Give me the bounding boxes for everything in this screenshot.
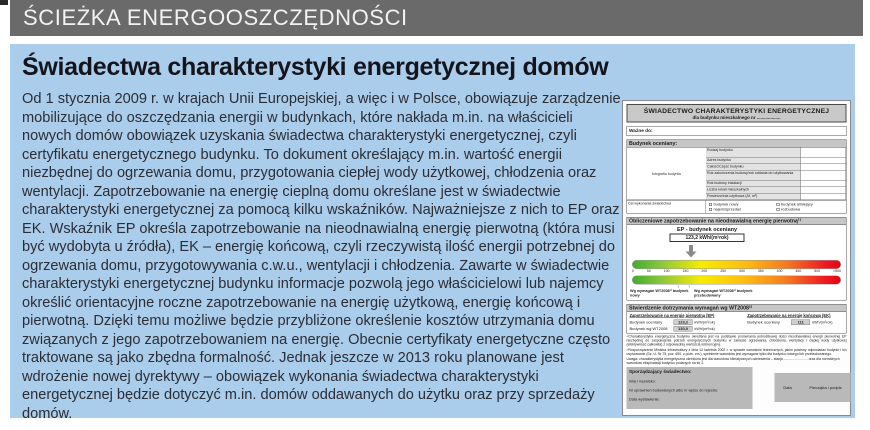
compliance-ep-column [630, 314, 748, 332]
footnote: ²⁾Rozporządzenie Ministra Infrastruktury z dnia 12 kwietnia 2002 r. w sprawie warunków technicznych, jakim powinny odpowiadać budynki i ich usytuowanie (Dz. U. Nr 75, poz. 690, z późn. zm.), spełnienie warunków jest wymagane tylko dla budynku nowego lub przebudowanego. [626, 348, 847, 357]
purpose-options [706, 201, 846, 214]
table-row: Budynek oceniany 123,2 kWh/(m²rok) [629, 320, 715, 325]
building-table [627, 147, 847, 201]
article-panel [10, 44, 855, 422]
article-title: Świadectwa charakterystyki energetycznej domów [22, 53, 609, 81]
wt2008-new-building-label: Wg wymagań WT2008¹⁾ budynek nowy [630, 288, 689, 298]
energy-scale-ticks: 0 50 100 150 200 250 300 350 400 450 500 >500 [632, 269, 841, 273]
issuer-date-label: Data wystawienia: [629, 397, 660, 402]
ek-assessed-value: 111 [791, 320, 810, 326]
energy-scale-bar [632, 260, 841, 269]
table-row-label: Powierzchnia użytkowa (Af, m²) [706, 194, 801, 201]
issuer-header: Sporządzający świadectwo: [629, 369, 692, 375]
stamp-label: Pieczątka i podpis [809, 385, 842, 390]
building-photo-placeholder: fotografia budynku [627, 148, 706, 201]
table-row-label: Rok budowy instalacji [706, 181, 801, 188]
date-label: Data [783, 385, 792, 390]
ep-reference-value: 130,0 [674, 326, 693, 332]
purpose-option: rozbudowa [777, 207, 844, 212]
certificate-titlebox [627, 104, 847, 123]
issuer-license-label: Nr uprawnień budowlanych albo nr wpisu do rejestru: [629, 388, 719, 393]
valid-until-field: Ważne do: [627, 126, 847, 136]
issuer-box [627, 367, 753, 409]
wt2008-rebuilt-building-label: Wg wymagań WT2008¹⁾ budynek przebudowany [694, 288, 753, 298]
checkbox-icon [709, 203, 712, 206]
table-row-label: Rok zakończenia budowy/rok oddania do użytkowania [706, 171, 801, 181]
ep-chart-value: 123,2 kWh/(m²rok) [670, 234, 745, 243]
purpose-option: budynek istniejący [777, 202, 844, 207]
section-header-bar [10, 0, 863, 36]
compliance-table [627, 312, 847, 334]
issuer-section [627, 367, 847, 411]
table-row-label: Liczba lokali mieszkalnych [706, 187, 801, 194]
table-row: Budynek oceniany 111 kWh/(m²rok) [747, 320, 833, 325]
table-row-value [801, 194, 846, 201]
up-arrow-icon: ↑ [688, 284, 691, 289]
ep-scale-chart [627, 225, 847, 301]
table-row-label: Całość/Część budynku [706, 164, 801, 171]
climate-note: Uwaga: charakterystyka energetyczna określona jest dla warunków klimatycznych odniesienia – stacja ......................... oraz dla normalnych warunków eksploatacji budynku podanych na str 2. [626, 357, 840, 366]
purpose-row [627, 201, 847, 214]
purpose-label: Cel wykonania świadectwa [627, 201, 706, 214]
table-row-label: Adres budynku [706, 158, 801, 165]
ep-assessed-value: 123,2 [674, 320, 693, 326]
ep-marker-arrow-icon [686, 252, 697, 258]
ep-section-header: Obliczeniowe zapotrzebowanie na nieodnawialną energię pierwotną¹⁾ [627, 217, 847, 225]
ep-column-header: Zapotrzebowanie na energię pierwotną (EP) [629, 313, 715, 318]
table-row-value [801, 148, 846, 158]
purpose-option: najem/sprzedaż [709, 207, 776, 212]
compliance-ek-column [747, 314, 843, 332]
article-body: Od 1 stycznia 2009 r. w krajach Unii Europejskiej, a więc i w Polsce, obowiązuje zarządzenie mobilizujące do oszczędzania energii w budynkach, które nakłada m.in. na właścicieli nowych domów obowiązek uzyskania świadectwa charakterystyki energetycznej, czyli certyfikatu energetycznego budynku. To dokument określający m.in. wartość energii niezbędnej do ogrzewania domu, przygotowania ciepłej wody użytkowej, chłodzenia oraz wentylacji. Zapotrzebowanie na energię cieplną domu określane jest w świadectwie charakterystyki energetycznej za pomocą kilku wskaźników. Najważniejsze z nich to EP oraz EK. Wskaźnik EP określa zapotrzebowanie na nieodnawialną energię pierwotną (która musi być wydobyta u źródła), EK – energię końcową, czyli rzeczywistą ilość energii potrzebnej do ogrzewania domu, przygotowywania c.w.u., wentylacji i chłodzenia. Zawarte w świadectwie charakterystyki energetycznej budynku informacje pozwolą jego właścicielowi lub najemcy określić orientacyjne roczne zapotrzebowanie na energię użytkową, energię końcową i pierwotną. Dzięki temu możliwe będzie przybliżone określenie kosztów utrzymania domu związanych z jego zapotrzebowaniem na energię. Obecnie certyfikaty energetyczne często traktowane są jako zbędna formalność. Jednak jeszcze w 2013 roku planowane jest wdrożenie nowej dyrektywy – obowiązek wykonania świadectwa charakterystyki energetycznej będzie dotyczyć m.in. domów oddawanych do użytku oraz przy sprzedaży domów. [22, 91, 621, 422]
checkbox-icon [777, 208, 780, 211]
table-row-label: Rodzaj budynku [706, 148, 801, 158]
building-section-header: Budynek oceniany: [627, 140, 847, 148]
ek-column-header: Zapotrzebowanie na energię końcową (EK) [747, 313, 831, 318]
energy-certificate [622, 100, 851, 416]
ep-chart-label: EP - budynek oceniany [676, 226, 738, 233]
compliance-section-header: Stwierdzenie dotrzymania wymagań wg WT2008²⁾ [627, 304, 847, 312]
checkbox-icon [777, 203, 780, 206]
table-row-value [801, 171, 846, 181]
purpose-option: budynek nowy [709, 202, 776, 207]
scan-artifact [0, 0, 8, 5]
stamp-box [775, 373, 851, 402]
energy-scale-bar [632, 276, 841, 285]
checkbox-icon [709, 208, 712, 211]
issuer-name-label: Imię i nazwisko: [629, 379, 656, 384]
table-row: Budynek wg WT2008 130,0 kWh/(m²rok) [629, 326, 715, 331]
certificate-title: ŚWIADECTWO CHARAKTERYSTYKI ENERGETYCZNEJ [643, 107, 830, 115]
up-arrow-icon: ↑ [677, 284, 680, 289]
footnote: ¹⁾Charakterystyka energetyczna budynku określana jest na podstawie porównania jednostkowej ilości nieodnawialnej energii pierwotnej EP niezbędnej do zaspokojenia potrzeb energetycznych budynku w zakresie ogrzewania, chłodzenia, wentylacji i ciepłej wody użytkowej (efektywność całkowita) z odpowiednią wartością referencyjną. [626, 335, 847, 347]
certificate-sheet [622, 100, 851, 416]
section-header-title: ŚCIEŻKA ENERGOOSZCZĘDNOŚCI [23, 5, 408, 30]
certificate-subtitle: dla budynku mieszkalnego nr ................... [692, 115, 781, 120]
